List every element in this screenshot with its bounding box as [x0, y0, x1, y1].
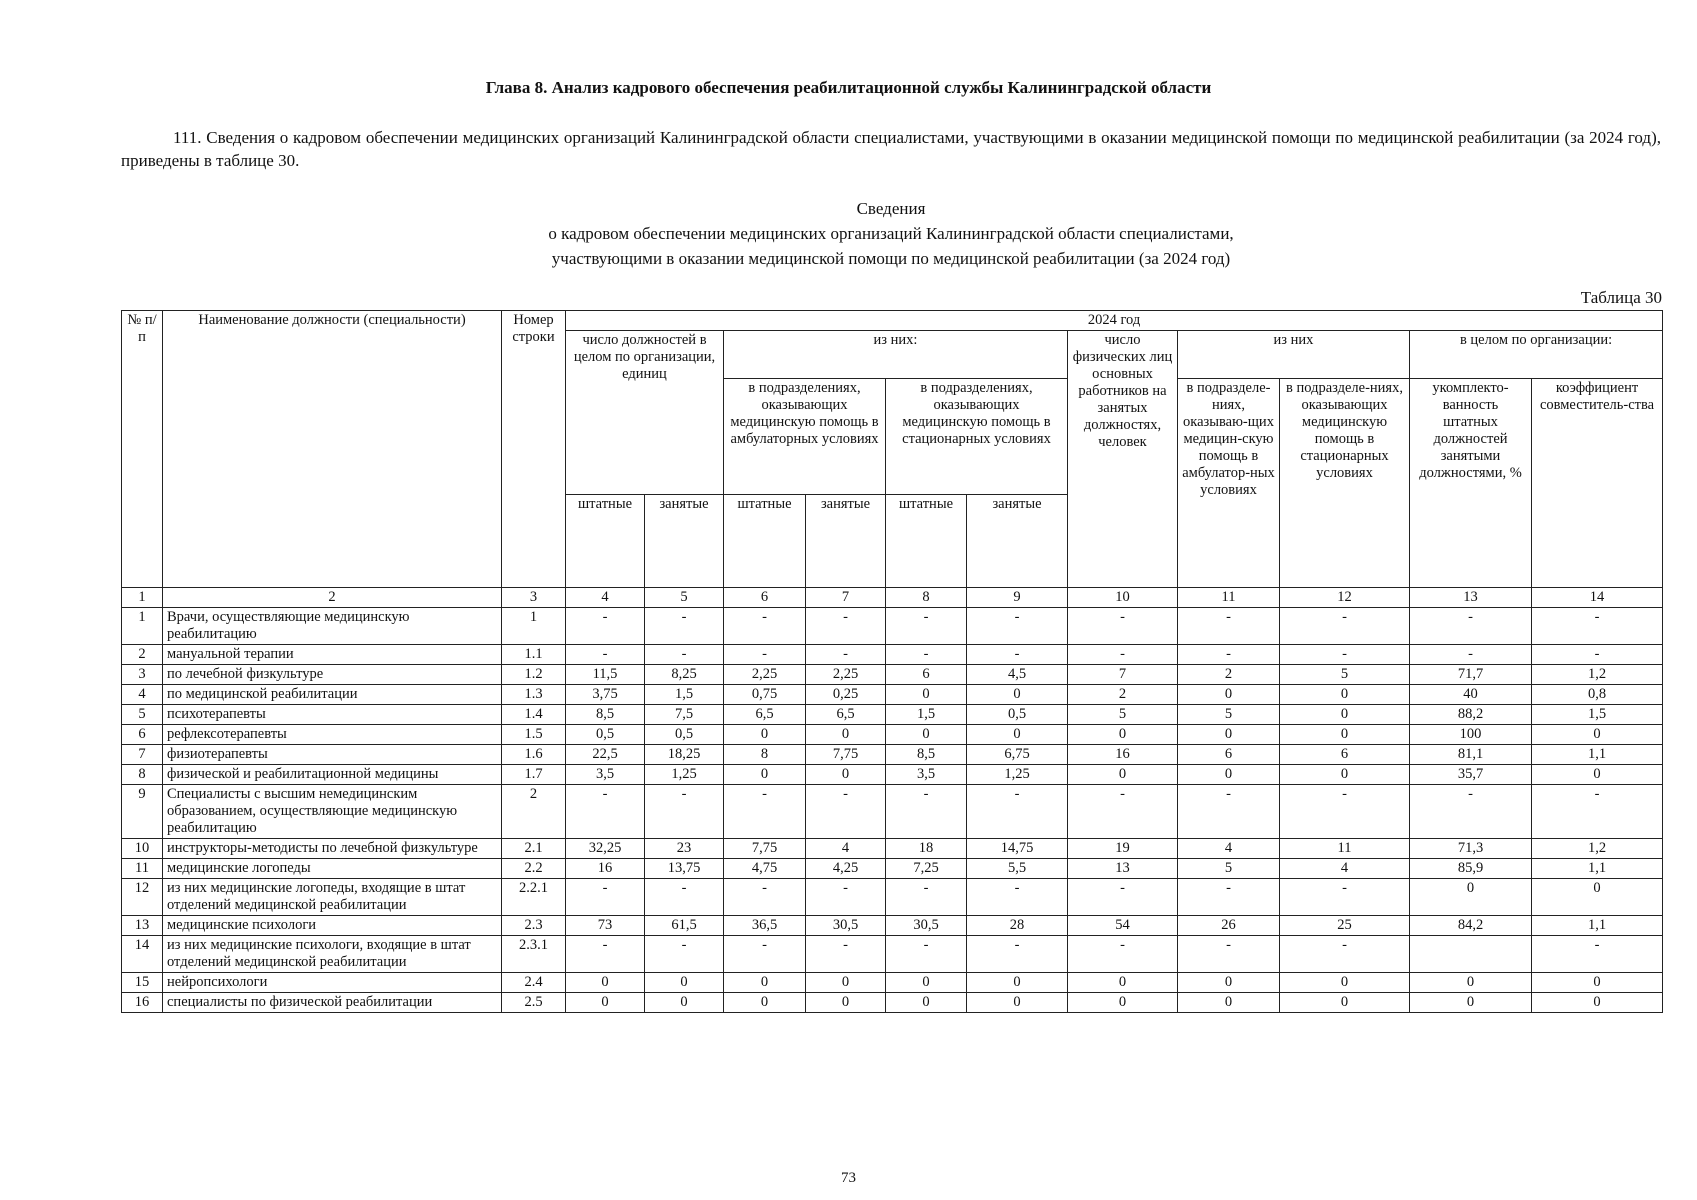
value-cell: -: [967, 785, 1068, 839]
value-cell: 4,75: [724, 859, 806, 879]
row-code-cell: 1.2: [502, 665, 566, 685]
value-cell: 0: [1532, 993, 1663, 1013]
value-cell: -: [886, 608, 967, 645]
value-cell: 8,25: [645, 665, 724, 685]
row-code-cell: 1.3: [502, 685, 566, 705]
value-cell: -: [1280, 785, 1410, 839]
value-cell: -: [1280, 936, 1410, 973]
value-cell: 1,1: [1532, 745, 1663, 765]
position-name-cell: медицинские психологи: [163, 916, 502, 936]
value-cell: -: [806, 645, 886, 665]
value-cell: 88,2: [1410, 705, 1532, 725]
row-index-cell: 5: [122, 705, 163, 725]
header-stat-units: в подразделениях, оказывающих медицинскую помощь в стационарных условиях: [886, 379, 1068, 495]
value-cell: 0: [1280, 705, 1410, 725]
value-cell: 4,25: [806, 859, 886, 879]
row-code-cell: 1: [502, 608, 566, 645]
header-persons-stat: в подразделе-ниях, оказывающих медицинскую помощь в стационарных условиях: [1280, 379, 1410, 588]
column-number-row: [122, 588, 1663, 608]
value-cell: 0: [1068, 993, 1178, 1013]
value-cell: 0: [967, 973, 1068, 993]
value-cell: 0: [806, 725, 886, 745]
column-number-cell: 4: [566, 588, 645, 608]
header-org-total: в целом по организации:: [1410, 331, 1663, 379]
value-cell: 2,25: [724, 665, 806, 685]
value-cell: 14,75: [967, 839, 1068, 859]
header-name: Наименование должности (специальности): [163, 311, 502, 588]
value-cell: 81,1: [1410, 745, 1532, 765]
value-cell: -: [967, 645, 1068, 665]
value-cell: -: [806, 936, 886, 973]
value-cell: 7,75: [806, 745, 886, 765]
table-row: [122, 936, 1663, 973]
value-cell: 0: [724, 993, 806, 1013]
value-cell: 0,8: [1532, 685, 1663, 705]
value-cell: 0: [1280, 973, 1410, 993]
value-cell: 0: [1280, 765, 1410, 785]
value-cell: 71,3: [1410, 839, 1532, 859]
value-cell: 7,75: [724, 839, 806, 859]
row-code-cell: 1.4: [502, 705, 566, 725]
value-cell: 0: [886, 725, 967, 745]
value-cell: -: [645, 608, 724, 645]
table-row: [122, 665, 1663, 685]
row-code-cell: 1.6: [502, 745, 566, 765]
value-cell: 0: [566, 993, 645, 1013]
value-cell: 0: [1410, 879, 1532, 916]
value-cell: 16: [1068, 745, 1178, 765]
value-cell: 0,5: [967, 705, 1068, 725]
column-number-cell: 14: [1532, 588, 1663, 608]
table-row: [122, 745, 1663, 765]
row-index-cell: 1: [122, 608, 163, 645]
value-cell: 8,5: [886, 745, 967, 765]
value-cell: 23: [645, 839, 724, 859]
value-cell: 6: [886, 665, 967, 685]
position-name-cell: инструкторы-методисты по лечебной физкультуре: [163, 839, 502, 859]
row-code-cell: 2.2.1: [502, 879, 566, 916]
value-cell: 13: [1068, 859, 1178, 879]
table-row: [122, 859, 1663, 879]
value-cell: 1,2: [1532, 665, 1663, 685]
value-cell: 6,5: [724, 705, 806, 725]
value-cell: -: [1178, 785, 1280, 839]
value-cell: 84,2: [1410, 916, 1532, 936]
column-number-cell: 5: [645, 588, 724, 608]
table-row: [122, 765, 1663, 785]
row-index-cell: 9: [122, 785, 163, 839]
value-cell: 36,5: [724, 916, 806, 936]
header-row-no: Номер строки: [502, 311, 566, 588]
table-row: [122, 645, 1663, 665]
value-cell: 0: [645, 973, 724, 993]
table-row: [122, 916, 1663, 936]
value-cell: -: [1068, 879, 1178, 916]
value-cell: 0: [1280, 685, 1410, 705]
value-cell: -: [645, 645, 724, 665]
value-cell: -: [724, 608, 806, 645]
value-cell: -: [806, 608, 886, 645]
value-cell: -: [1178, 936, 1280, 973]
value-cell: 0: [1178, 993, 1280, 1013]
header-staff: штатные: [886, 495, 967, 588]
column-number-cell: 8: [886, 588, 967, 608]
value-cell: -: [1532, 645, 1663, 665]
row-code-cell: 1.1: [502, 645, 566, 665]
value-cell: -: [1178, 608, 1280, 645]
value-cell: 54: [1068, 916, 1178, 936]
value-cell: 0: [886, 993, 967, 1013]
row-index-cell: 15: [122, 973, 163, 993]
value-cell: 0: [967, 685, 1068, 705]
value-cell: -: [566, 936, 645, 973]
row-code-cell: 2.5: [502, 993, 566, 1013]
table-label: Таблица 30: [1580, 288, 1662, 307]
value-cell: 0,5: [566, 725, 645, 745]
value-cell: 0: [1532, 765, 1663, 785]
row-index-cell: 13: [122, 916, 163, 936]
value-cell: 4: [1178, 839, 1280, 859]
value-cell: -: [1410, 608, 1532, 645]
row-index-cell: 6: [122, 725, 163, 745]
value-cell: [1410, 936, 1532, 973]
value-cell: 0: [1068, 973, 1178, 993]
value-cell: 13,75: [645, 859, 724, 879]
value-cell: -: [967, 879, 1068, 916]
column-number-cell: 7: [806, 588, 886, 608]
value-cell: 0,25: [806, 685, 886, 705]
value-cell: 1,5: [645, 685, 724, 705]
value-cell: -: [806, 785, 886, 839]
value-cell: -: [645, 879, 724, 916]
value-cell: 0: [967, 725, 1068, 745]
value-cell: 0,5: [645, 725, 724, 745]
value-cell: 8,5: [566, 705, 645, 725]
position-name-cell: рефлексотерапевты: [163, 725, 502, 745]
value-cell: 5,5: [967, 859, 1068, 879]
table-row: [122, 973, 1663, 993]
header-occupied: занятые: [806, 495, 886, 588]
table-row: [122, 608, 1663, 645]
column-number-cell: 3: [502, 588, 566, 608]
header-staff: штатные: [724, 495, 806, 588]
value-cell: 0: [1178, 685, 1280, 705]
value-cell: -: [566, 785, 645, 839]
header-amb-units: в подразделениях, оказывающих медицинскую помощь в амбулаторных условиях: [724, 379, 886, 495]
value-cell: 40: [1410, 685, 1532, 705]
value-cell: 30,5: [806, 916, 886, 936]
value-cell: 7,25: [886, 859, 967, 879]
value-cell: 5: [1068, 705, 1178, 725]
value-cell: 7: [1068, 665, 1178, 685]
value-cell: 0: [724, 725, 806, 745]
intro-paragraph: 111. Сведения о кадровом обеспечении медицинских организаций Калининградской области специалистами, участвующими в оказании медицинской помощи по медицинской реабилитации (за 2024 год), приведены в таблице 30.: [121, 128, 1661, 170]
position-name-cell: по медицинской реабилитации: [163, 685, 502, 705]
value-cell: -: [724, 936, 806, 973]
caption-line-2: о кадровом обеспечении медицинских организаций Калининградской области специалистами,: [548, 224, 1234, 243]
column-number-cell: 10: [1068, 588, 1178, 608]
header-persons: число физических лиц основных работников на занятых должностях, человек: [1068, 331, 1178, 588]
position-name-cell: физической и реабилитационной медицины: [163, 765, 502, 785]
value-cell: 0: [1532, 725, 1663, 745]
value-cell: 7,5: [645, 705, 724, 725]
header-num: № п/п: [122, 311, 163, 588]
row-index-cell: 10: [122, 839, 163, 859]
value-cell: 25: [1280, 916, 1410, 936]
value-cell: 1,5: [1532, 705, 1663, 725]
value-cell: 0: [1178, 725, 1280, 745]
row-code-cell: 1.5: [502, 725, 566, 745]
value-cell: -: [1178, 645, 1280, 665]
value-cell: 4,5: [967, 665, 1068, 685]
value-cell: 6: [1280, 745, 1410, 765]
position-name-cell: специалисты по физической реабилитации: [163, 993, 502, 1013]
value-cell: -: [1410, 645, 1532, 665]
column-number-row: [122, 588, 1663, 608]
value-cell: -: [967, 608, 1068, 645]
column-number-cell: 9: [967, 588, 1068, 608]
row-code-cell: 2.1: [502, 839, 566, 859]
row-index-cell: 7: [122, 745, 163, 765]
page-number: 73: [841, 1170, 856, 1186]
position-name-cell: нейропсихологи: [163, 973, 502, 993]
header-year: 2024 год: [566, 311, 1663, 331]
value-cell: -: [886, 936, 967, 973]
position-name-cell: физиотерапевты: [163, 745, 502, 765]
row-index-cell: 11: [122, 859, 163, 879]
value-cell: 1,25: [645, 765, 724, 785]
value-cell: 6,5: [806, 705, 886, 725]
header-positions-total: число должностей в целом по организации, единиц: [566, 331, 724, 495]
value-cell: 0: [1532, 973, 1663, 993]
value-cell: -: [724, 879, 806, 916]
value-cell: 0: [806, 765, 886, 785]
value-cell: 18: [886, 839, 967, 859]
value-cell: 0: [1410, 993, 1532, 1013]
value-cell: 5: [1280, 665, 1410, 685]
value-cell: 28: [967, 916, 1068, 936]
value-cell: 0: [806, 993, 886, 1013]
value-cell: 0: [566, 973, 645, 993]
value-cell: -: [1280, 645, 1410, 665]
position-name-cell: по лечебной физкультуре: [163, 665, 502, 685]
value-cell: 0: [1178, 765, 1280, 785]
value-cell: 4: [1280, 859, 1410, 879]
row-code-cell: 1.7: [502, 765, 566, 785]
value-cell: -: [566, 879, 645, 916]
value-cell: 8: [724, 745, 806, 765]
table-row: [122, 785, 1663, 839]
value-cell: 0,75: [724, 685, 806, 705]
value-cell: -: [1532, 785, 1663, 839]
value-cell: 0: [967, 993, 1068, 1013]
table-row: [122, 705, 1663, 725]
value-cell: -: [967, 936, 1068, 973]
position-name-cell: Врачи, осуществляющие медицинскую реабилитацию: [163, 608, 502, 645]
value-cell: 0: [1410, 973, 1532, 993]
column-number-cell: 11: [1178, 588, 1280, 608]
position-name-cell: медицинские логопеды: [163, 859, 502, 879]
table-row: [122, 879, 1663, 916]
value-cell: -: [1532, 608, 1663, 645]
header-staff: штатные: [566, 495, 645, 588]
value-cell: 3,75: [566, 685, 645, 705]
value-cell: 5: [1178, 705, 1280, 725]
value-cell: -: [724, 785, 806, 839]
value-cell: 0: [1280, 993, 1410, 1013]
row-code-cell: 2.3: [502, 916, 566, 936]
row-index-cell: 4: [122, 685, 163, 705]
value-cell: 1,1: [1532, 916, 1663, 936]
header-of-them: из них:: [724, 331, 1068, 379]
column-number-cell: 6: [724, 588, 806, 608]
value-cell: -: [566, 608, 645, 645]
value-cell: -: [1068, 785, 1178, 839]
value-cell: -: [1068, 645, 1178, 665]
value-cell: 0: [1178, 973, 1280, 993]
value-cell: -: [886, 785, 967, 839]
row-index-cell: 8: [122, 765, 163, 785]
table-row: [122, 839, 1663, 859]
value-cell: 0: [1068, 725, 1178, 745]
value-cell: 30,5: [886, 916, 967, 936]
value-cell: 16: [566, 859, 645, 879]
value-cell: 0: [1532, 879, 1663, 916]
value-cell: 26: [1178, 916, 1280, 936]
value-cell: 0: [724, 973, 806, 993]
value-cell: -: [806, 879, 886, 916]
value-cell: 0: [1280, 725, 1410, 745]
value-cell: 0: [645, 993, 724, 1013]
value-cell: -: [645, 936, 724, 973]
table-row: [122, 725, 1663, 745]
value-cell: 1,25: [967, 765, 1068, 785]
value-cell: 2,25: [806, 665, 886, 685]
position-name-cell: Специалисты с высшим немедицинским образованием, осуществляющие медицинскую реабилитацию: [163, 785, 502, 839]
header-of-them-2: из них: [1178, 331, 1410, 379]
value-cell: -: [724, 645, 806, 665]
table-caption: [121, 196, 1661, 271]
value-cell: 0: [886, 973, 967, 993]
value-cell: -: [1068, 608, 1178, 645]
value-cell: -: [886, 879, 967, 916]
value-cell: 19: [1068, 839, 1178, 859]
row-code-cell: 2: [502, 785, 566, 839]
position-name-cell: из них медицинские психологи, входящие в штат отделений медицинской реабилитации: [163, 936, 502, 973]
row-index-cell: 3: [122, 665, 163, 685]
value-cell: 61,5: [645, 916, 724, 936]
value-cell: -: [566, 645, 645, 665]
value-cell: 18,25: [645, 745, 724, 765]
staffing-table: [121, 310, 1663, 1013]
row-index-cell: 14: [122, 936, 163, 973]
value-cell: 1,5: [886, 705, 967, 725]
value-cell: -: [886, 645, 967, 665]
table-row: [122, 685, 1663, 705]
value-cell: 0: [724, 765, 806, 785]
chapter-heading: Глава 8. Анализ кадрового обеспечения реабилитационной службы Калининградской области: [485, 78, 1212, 97]
row-index-cell: 12: [122, 879, 163, 916]
caption-line-1: Сведения: [856, 199, 926, 218]
value-cell: 5: [1178, 859, 1280, 879]
value-cell: 85,9: [1410, 859, 1532, 879]
position-name-cell: мануальной терапии: [163, 645, 502, 665]
value-cell: 2: [1068, 685, 1178, 705]
value-cell: 0: [806, 973, 886, 993]
column-number-cell: 12: [1280, 588, 1410, 608]
value-cell: -: [1068, 936, 1178, 973]
column-number-cell: 13: [1410, 588, 1532, 608]
value-cell: -: [1410, 785, 1532, 839]
header-occupied: занятые: [967, 495, 1068, 588]
value-cell: 6: [1178, 745, 1280, 765]
value-cell: 100: [1410, 725, 1532, 745]
value-cell: 3,5: [886, 765, 967, 785]
value-cell: -: [1532, 936, 1663, 973]
value-cell: 3,5: [566, 765, 645, 785]
value-cell: 35,7: [1410, 765, 1532, 785]
value-cell: 11: [1280, 839, 1410, 859]
table-row: [122, 993, 1663, 1013]
row-code-cell: 2.3.1: [502, 936, 566, 973]
caption-line-3: участвующими в оказании медицинской помощи по медицинской реабилитации (за 2024 год): [551, 249, 1231, 268]
value-cell: 71,7: [1410, 665, 1532, 685]
table-body: [122, 608, 1663, 1013]
value-cell: 1,2: [1532, 839, 1663, 859]
value-cell: 2: [1178, 665, 1280, 685]
row-index-cell: 16: [122, 993, 163, 1013]
value-cell: 1,1: [1532, 859, 1663, 879]
value-cell: -: [1280, 608, 1410, 645]
row-code-cell: 2.4: [502, 973, 566, 993]
column-number-cell: 1: [122, 588, 163, 608]
value-cell: 22,5: [566, 745, 645, 765]
value-cell: 6,75: [967, 745, 1068, 765]
column-number-cell: 2: [163, 588, 502, 608]
header-occupied: занятые: [645, 495, 724, 588]
value-cell: -: [645, 785, 724, 839]
value-cell: 73: [566, 916, 645, 936]
value-cell: -: [1178, 879, 1280, 916]
header-persons-amb: в подразделе-ниях, оказываю-щих медицин-скую помощь в амбулатор-ных условиях: [1178, 379, 1280, 588]
table-header: [122, 311, 1663, 588]
value-cell: 0: [886, 685, 967, 705]
value-cell: -: [1280, 879, 1410, 916]
header-coef: коэффициент совместитель-ства: [1532, 379, 1663, 588]
position-name-cell: из них медицинские логопеды, входящие в штат отделений медицинской реабилитации: [163, 879, 502, 916]
value-cell: 0: [1068, 765, 1178, 785]
header-staffing: укомплекто-ванность штатных должностей занятыми должностями, %: [1410, 379, 1532, 588]
row-code-cell: 2.2: [502, 859, 566, 879]
value-cell: 32,25: [566, 839, 645, 859]
value-cell: 4: [806, 839, 886, 859]
position-name-cell: психотерапевты: [163, 705, 502, 725]
value-cell: 11,5: [566, 665, 645, 685]
row-index-cell: 2: [122, 645, 163, 665]
